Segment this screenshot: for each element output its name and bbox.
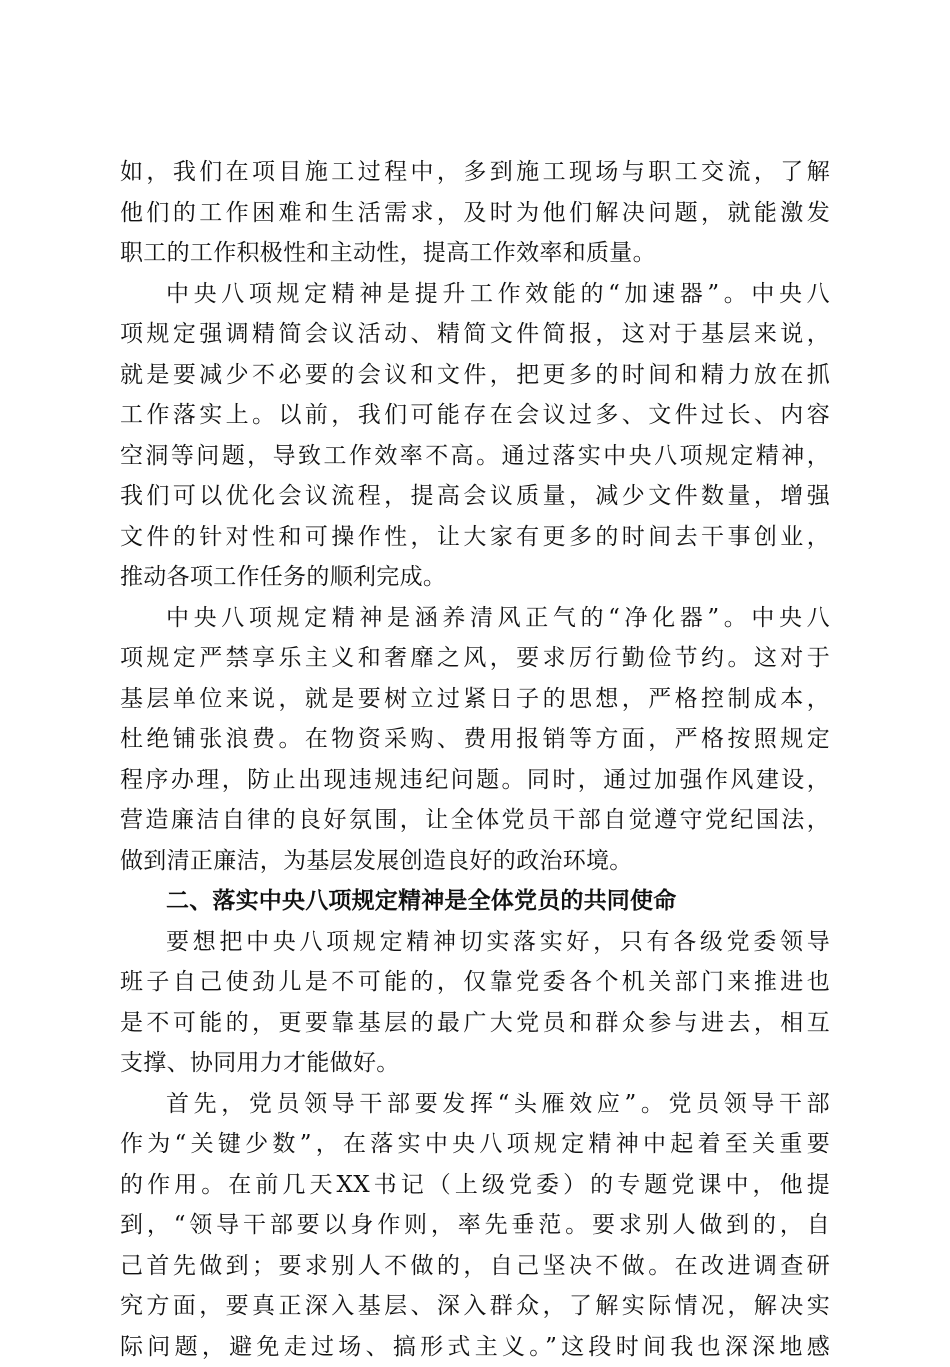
text-line: 己首先做到；要求别人不做的，自己坚决不做。在改进调查研 bbox=[120, 1246, 830, 1287]
text-line: 空洞等问题，导致工作效率不高。通过落实中央八项规定精神， bbox=[120, 436, 830, 477]
text-line: 中央八项规定精神是涵养清风正气的“净化器”。中央八 bbox=[120, 598, 830, 639]
text-line: 杜绝铺张浪费。在物资采购、费用报销等方面，严格按照规定 bbox=[120, 719, 830, 760]
text-line: 做到清正廉洁，为基层发展创造良好的政治环境。 bbox=[120, 841, 830, 882]
text-line: 职工的工作积极性和主动性，提高工作效率和质量。 bbox=[120, 233, 830, 274]
text-line: 要想把中央八项规定精神切实落实好，只有各级党委领导 bbox=[120, 922, 830, 963]
text-line: 程序办理，防止出现违规违纪问题。同时，通过加强作风建设， bbox=[120, 760, 830, 801]
text-line: 基层单位来说，就是要树立过紧日子的思想，严格控制成本， bbox=[120, 679, 830, 720]
text-line: 际问题，避免走过场、搞形式主义。”这段时间我也深深地感 bbox=[120, 1327, 830, 1367]
text-line: 支撑、协同用力才能做好。 bbox=[120, 1043, 830, 1084]
text-line: 班子自己使劲儿是不可能的，仅靠党委各个机关部门来推进也 bbox=[120, 962, 830, 1003]
text-line: 如，我们在项目施工过程中，多到施工现场与职工交流，了解 bbox=[120, 152, 830, 193]
text-line: 首先，党员领导干部要发挥“头雁效应”。党员领导干部 bbox=[120, 1084, 830, 1125]
text-line: 工作落实上。以前，我们可能存在会议过多、文件过长、内容 bbox=[120, 395, 830, 436]
text-line: 项规定严禁享乐主义和奢靡之风，要求厉行勤俭节约。这对于 bbox=[120, 638, 830, 679]
text-line: 项规定强调精简会议活动、精简文件简报，这对于基层来说， bbox=[120, 314, 830, 355]
text-line: 文件的针对性和可操作性，让大家有更多的时间去干事创业， bbox=[120, 517, 830, 558]
text-line: 究方面，要真正深入基层、深入群众，了解实际情况，解决实 bbox=[120, 1286, 830, 1327]
text-line: 到，“领导干部要以身作则，率先垂范。要求别人做到的，自 bbox=[120, 1205, 830, 1246]
text-line: 就是要减少不必要的会议和文件，把更多的时间和精力放在抓 bbox=[120, 355, 830, 396]
text-line: 的作用。在前几天XX书记（上级党委）的专题党课中，他提 bbox=[120, 1165, 830, 1206]
text-line: 推动各项工作任务的顺利完成。 bbox=[120, 557, 830, 598]
text-line: 是不可能的，更要靠基层的最广大党员和群众参与进去，相互 bbox=[120, 1003, 830, 1044]
text-line: 营造廉洁自律的良好氛围，让全体党员干部自觉遵守党纪国法， bbox=[120, 800, 830, 841]
text-line: 我们可以优化会议流程，提高会议质量，减少文件数量，增强 bbox=[120, 476, 830, 517]
section-heading: 二、落实中央八项规定精神是全体党员的共同使命 bbox=[120, 881, 830, 922]
text-line: 中央八项规定精神是提升工作效能的“加速器”。中央八 bbox=[120, 274, 830, 315]
document-body bbox=[120, 152, 830, 1367]
text-line: 他们的工作困难和生活需求，及时为他们解决问题，就能激发 bbox=[120, 193, 830, 234]
text-line: 作为“关键少数”，在落实中央八项规定精神中起着至关重要 bbox=[120, 1124, 830, 1165]
